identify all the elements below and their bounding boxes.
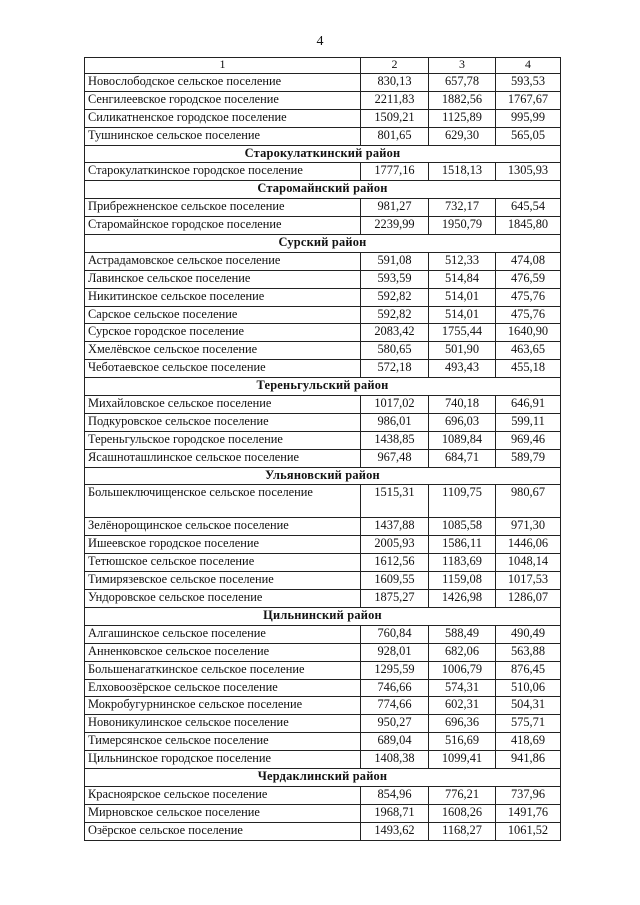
table-row: [85, 324, 561, 342]
table-row: [85, 625, 561, 643]
value-col-2: 986,01: [361, 413, 429, 431]
value-col-3: 1755,44: [429, 324, 496, 342]
settlement-name: Большеключищенское сельское поселение: [85, 485, 361, 518]
table-row: [85, 252, 561, 270]
settlement-name: Тушнинское сельское поселение: [85, 127, 361, 145]
value-col-4: 971,30: [496, 518, 561, 536]
value-col-2: 580,65: [361, 342, 429, 360]
settlement-name: Чеботаевское сельское поселение: [85, 360, 361, 378]
value-col-2: 1968,71: [361, 804, 429, 822]
table-row: [85, 413, 561, 431]
settlement-name: Мирновское сельское поселение: [85, 804, 361, 822]
value-col-3: 574,31: [429, 679, 496, 697]
district-title: Старомайнский район: [85, 181, 561, 199]
value-col-3: 1006,79: [429, 661, 496, 679]
value-col-2: 950,27: [361, 715, 429, 733]
value-col-2: 760,84: [361, 625, 429, 643]
table-row: [85, 449, 561, 467]
settlement-name: Новоникулинское сельское поселение: [85, 715, 361, 733]
value-col-3: 1099,41: [429, 751, 496, 769]
value-col-2: 591,08: [361, 252, 429, 270]
table-row: [85, 217, 561, 235]
value-col-2: 967,48: [361, 449, 429, 467]
value-col-3: 696,03: [429, 413, 496, 431]
district-row: [85, 378, 561, 396]
settlement-name: Прибрежненское сельское поселение: [85, 199, 361, 217]
value-col-4: 490,49: [496, 625, 561, 643]
table-row: [85, 163, 561, 181]
settlement-name: Красноярское сельское поселение: [85, 786, 361, 804]
value-col-3: 1089,84: [429, 431, 496, 449]
value-col-2: 2005,93: [361, 536, 429, 554]
value-col-2: 801,65: [361, 127, 429, 145]
value-col-4: 1061,52: [496, 822, 561, 840]
value-col-4: 941,86: [496, 751, 561, 769]
settlement-name: Сенгилеевское городское поселение: [85, 91, 361, 109]
value-col-4: 995,99: [496, 109, 561, 127]
table-row: [85, 199, 561, 217]
value-col-3: 684,71: [429, 449, 496, 467]
value-col-4: 476,59: [496, 270, 561, 288]
value-col-4: 1767,67: [496, 91, 561, 109]
settlement-name: Тетюшское сельское поселение: [85, 554, 361, 572]
value-col-3: 514,01: [429, 288, 496, 306]
table-row: [85, 396, 561, 414]
settlement-name: Ишеевское городское поселение: [85, 536, 361, 554]
settlement-name: Елховоозёрское сельское поселение: [85, 679, 361, 697]
table-row: [85, 751, 561, 769]
table-body: [85, 58, 561, 841]
value-col-4: 455,18: [496, 360, 561, 378]
value-col-2: 572,18: [361, 360, 429, 378]
settlement-name: Силикатненское городское поселение: [85, 109, 361, 127]
value-col-4: 1640,90: [496, 324, 561, 342]
value-col-3: 602,31: [429, 697, 496, 715]
value-col-2: 593,59: [361, 270, 429, 288]
value-col-3: 696,36: [429, 715, 496, 733]
value-col-3: 514,01: [429, 306, 496, 324]
value-col-2: 2239,99: [361, 217, 429, 235]
settlement-name: Большенагаткинское сельское поселение: [85, 661, 361, 679]
table-row: [85, 536, 561, 554]
settlement-name: Лавинское сельское поселение: [85, 270, 361, 288]
value-col-2: 1609,55: [361, 572, 429, 590]
data-table: [84, 57, 561, 841]
value-col-3: 1183,69: [429, 554, 496, 572]
value-col-3: 776,21: [429, 786, 496, 804]
district-row: [85, 235, 561, 253]
value-col-2: 1437,88: [361, 518, 429, 536]
table-row: [85, 679, 561, 697]
settlement-name: Тимирязевское сельское поселение: [85, 572, 361, 590]
settlement-name: Алгашинское сельское поселение: [85, 625, 361, 643]
settlement-name: Подкуровское сельское поселение: [85, 413, 361, 431]
value-col-3: 657,78: [429, 74, 496, 92]
district-row: [85, 145, 561, 163]
value-col-4: 1017,53: [496, 572, 561, 590]
value-col-3: 1125,89: [429, 109, 496, 127]
settlement-name: Никитинское сельское поселение: [85, 288, 361, 306]
table-row: [85, 643, 561, 661]
value-col-4: 504,31: [496, 697, 561, 715]
district-title: Цильнинский район: [85, 607, 561, 625]
table-row: [85, 518, 561, 536]
value-col-4: 575,71: [496, 715, 561, 733]
table-row: [85, 288, 561, 306]
value-col-4: 418,69: [496, 733, 561, 751]
value-col-3: 1608,26: [429, 804, 496, 822]
value-col-3: 1586,11: [429, 536, 496, 554]
table-row: [85, 306, 561, 324]
district-row: [85, 768, 561, 786]
value-col-4: 475,76: [496, 288, 561, 306]
settlement-name: Ундоровское сельское поселение: [85, 590, 361, 608]
settlement-name: Сурское городское поселение: [85, 324, 361, 342]
value-col-3: 732,17: [429, 199, 496, 217]
table-row: [85, 127, 561, 145]
value-col-4: 599,11: [496, 413, 561, 431]
settlement-name: Мокробугурнинское сельское поселение: [85, 697, 361, 715]
value-col-2: 1612,56: [361, 554, 429, 572]
settlement-name: Сарское сельское поселение: [85, 306, 361, 324]
value-col-4: 565,05: [496, 127, 561, 145]
value-col-4: 589,79: [496, 449, 561, 467]
value-col-4: 474,08: [496, 252, 561, 270]
value-col-4: 969,46: [496, 431, 561, 449]
value-col-3: 501,90: [429, 342, 496, 360]
value-col-4: 1305,93: [496, 163, 561, 181]
value-col-2: 2083,42: [361, 324, 429, 342]
value-col-2: 1493,62: [361, 822, 429, 840]
value-col-4: 1491,76: [496, 804, 561, 822]
table-row: [85, 109, 561, 127]
table-row: [85, 733, 561, 751]
value-col-2: 1438,85: [361, 431, 429, 449]
value-col-4: 1845,80: [496, 217, 561, 235]
value-col-2: 689,04: [361, 733, 429, 751]
value-col-2: 1509,21: [361, 109, 429, 127]
column-header: 1: [85, 58, 361, 74]
district-title: Тереньгульский район: [85, 378, 561, 396]
value-col-3: 629,30: [429, 127, 496, 145]
value-col-2: 1408,38: [361, 751, 429, 769]
settlement-name: Астрадамовское сельское поселение: [85, 252, 361, 270]
table-row: [85, 485, 561, 518]
table-row: [85, 360, 561, 378]
table-row: [85, 786, 561, 804]
value-col-2: 830,13: [361, 74, 429, 92]
district-row: [85, 467, 561, 485]
value-col-3: 588,49: [429, 625, 496, 643]
value-col-4: 563,88: [496, 643, 561, 661]
settlement-name: Анненковское сельское поселение: [85, 643, 361, 661]
value-col-2: 746,66: [361, 679, 429, 697]
value-col-3: 1109,75: [429, 485, 496, 518]
settlement-name: Новослободское сельское поселение: [85, 74, 361, 92]
table-row: [85, 661, 561, 679]
value-col-3: 493,43: [429, 360, 496, 378]
value-col-3: 516,69: [429, 733, 496, 751]
settlement-name: Старомайнское городское поселение: [85, 217, 361, 235]
value-col-3: 512,33: [429, 252, 496, 270]
value-col-2: 592,82: [361, 288, 429, 306]
value-col-2: 981,27: [361, 199, 429, 217]
table-row: [85, 342, 561, 360]
table-row: [85, 431, 561, 449]
value-col-3: 1159,08: [429, 572, 496, 590]
value-col-4: 1048,14: [496, 554, 561, 572]
table-row: [85, 715, 561, 733]
district-title: Сурский район: [85, 235, 561, 253]
settlement-name: Старокулаткинское городское поселение: [85, 163, 361, 181]
value-col-3: 1085,58: [429, 518, 496, 536]
table-row: [85, 572, 561, 590]
table-row: [85, 697, 561, 715]
table-row: [85, 74, 561, 92]
value-col-2: 2211,83: [361, 91, 429, 109]
district-row: [85, 181, 561, 199]
value-col-4: 593,53: [496, 74, 561, 92]
table-row: [85, 554, 561, 572]
column-header: 2: [361, 58, 429, 74]
value-col-3: 1950,79: [429, 217, 496, 235]
table-row: [85, 822, 561, 840]
settlement-name: Тимерсянское сельское поселение: [85, 733, 361, 751]
value-col-3: 514,84: [429, 270, 496, 288]
settlement-name: Озёрское сельское поселение: [85, 822, 361, 840]
settlement-name: Хмелёвское сельское поселение: [85, 342, 361, 360]
table-row: [85, 590, 561, 608]
value-col-4: 645,54: [496, 199, 561, 217]
value-col-3: 740,18: [429, 396, 496, 414]
column-header: 4: [496, 58, 561, 74]
value-col-3: 1518,13: [429, 163, 496, 181]
district-title: Старокулаткинский район: [85, 145, 561, 163]
value-col-3: 682,06: [429, 643, 496, 661]
value-col-4: 475,76: [496, 306, 561, 324]
table-row: [85, 804, 561, 822]
value-col-4: 463,65: [496, 342, 561, 360]
value-col-3: 1882,56: [429, 91, 496, 109]
settlement-name: Ясашноташлинское сельское поселение: [85, 449, 361, 467]
value-col-3: 1168,27: [429, 822, 496, 840]
value-col-4: 980,67: [496, 485, 561, 518]
district-title: Чердаклинский район: [85, 768, 561, 786]
value-col-2: 1295,59: [361, 661, 429, 679]
column-header: 3: [429, 58, 496, 74]
settlement-name: Михайловское сельское поселение: [85, 396, 361, 414]
settlement-name: Тереньгульское городское поселение: [85, 431, 361, 449]
value-col-2: 854,96: [361, 786, 429, 804]
value-col-4: 510,06: [496, 679, 561, 697]
value-col-2: 1017,02: [361, 396, 429, 414]
district-row: [85, 607, 561, 625]
page-number: 4: [316, 34, 324, 49]
value-col-2: 1515,31: [361, 485, 429, 518]
table-row: [85, 91, 561, 109]
value-col-4: 876,45: [496, 661, 561, 679]
value-col-4: 1446,06: [496, 536, 561, 554]
value-col-2: 1777,16: [361, 163, 429, 181]
value-col-2: 928,01: [361, 643, 429, 661]
value-col-4: 737,96: [496, 786, 561, 804]
settlement-name: Зелёнорощинское сельское поселение: [85, 518, 361, 536]
column-number-row: [85, 58, 561, 74]
district-title: Ульяновский район: [85, 467, 561, 485]
table-row: [85, 270, 561, 288]
value-col-2: 1875,27: [361, 590, 429, 608]
value-col-4: 646,91: [496, 396, 561, 414]
value-col-3: 1426,98: [429, 590, 496, 608]
value-col-4: 1286,07: [496, 590, 561, 608]
value-col-2: 592,82: [361, 306, 429, 324]
value-col-2: 774,66: [361, 697, 429, 715]
settlement-name: Цильнинское городское поселение: [85, 751, 361, 769]
